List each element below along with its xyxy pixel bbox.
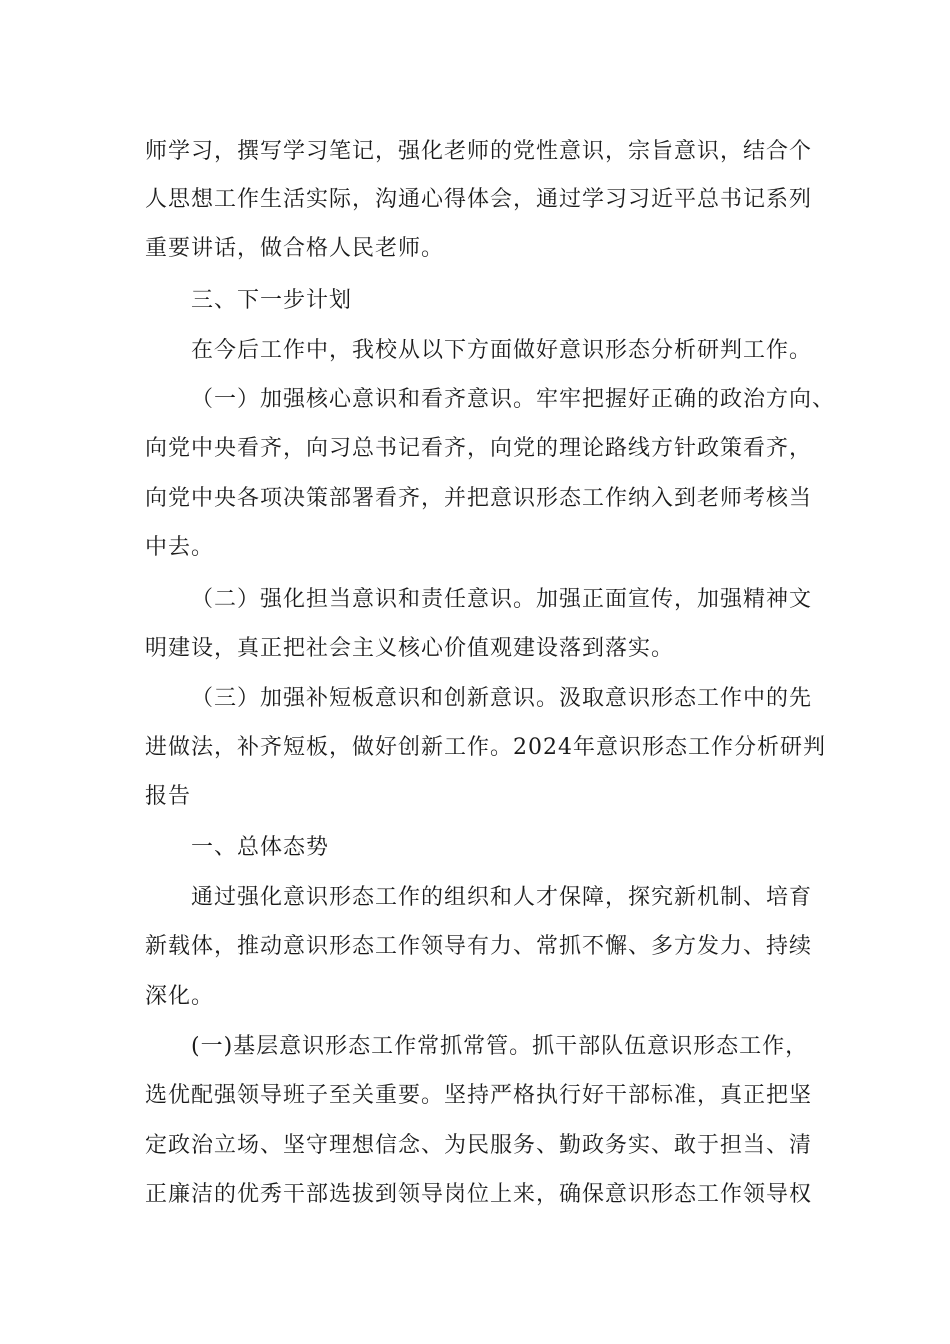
text-line-10: （二）强化担当意识和责任意识。加强正面宣传，加强精神文: [191, 587, 813, 612]
text-line-22: 正廉洁的优秀干部选拔到领导岗位上来，确保意识形态工作领导权: [145, 1182, 813, 1207]
text-line-18: 深化。: [145, 984, 215, 1009]
text-line-14: 报告: [145, 784, 192, 809]
text-line-3: 重要讲话，做合格人民老师。: [145, 236, 445, 261]
text-line-1: 师学习，撰写学习笔记，强化老师的党性意识，宗旨意识，结合个: [145, 139, 813, 164]
section-heading-3: 三、下一步计划: [191, 288, 353, 313]
text-line-9: 中去。: [145, 535, 215, 560]
section-heading-1: 一、总体态势: [191, 835, 330, 860]
text-line-21: 定政治立场、坚守理想信念、为民服务、勤政务实、敢于担当、清: [145, 1133, 813, 1158]
text-line-11: 明建设，真正把社会主义核心价值观建设落到落实。: [145, 636, 675, 661]
text-line-13: 进做法，补齐短板，做好创新工作。2024年意识形态工作分析研判: [145, 735, 826, 760]
text-line-12: （三）加强补短板意识和创新意识。汲取意识形态工作中的先: [191, 686, 813, 711]
text-line-6: （一）加强核心意识和看齐意识。牢牢把握好正确的政治方向、: [191, 387, 836, 412]
text-line-17: 新载体，推动意识形态工作领导有力、常抓不懈、多方发力、持续: [145, 934, 813, 959]
text-line-8: 向党中央各项决策部署看齐，并把意识形态工作纳入到老师考核当: [145, 486, 813, 511]
text-line-2: 人思想工作生活实际，沟通心得体会，通过学习习近平总书记系列: [145, 187, 813, 212]
text-line-5: 在今后工作中，我校从以下方面做好意识形态分析研判工作。: [191, 338, 813, 363]
text-line-20: 选优配强领导班子至关重要。坚持严格执行好干部标准，真正把坚: [145, 1083, 813, 1108]
text-line-7: 向党中央看齐，向习总书记看齐，向党的理论路线方针政策看齐，: [145, 436, 813, 461]
text-line-16: 通过强化意识形态工作的组织和人才保障，探究新机制、培育: [191, 885, 813, 910]
text-line-19: (一)基层意识形态工作常抓常管。抓干部队伍意识形态工作，: [191, 1034, 809, 1059]
